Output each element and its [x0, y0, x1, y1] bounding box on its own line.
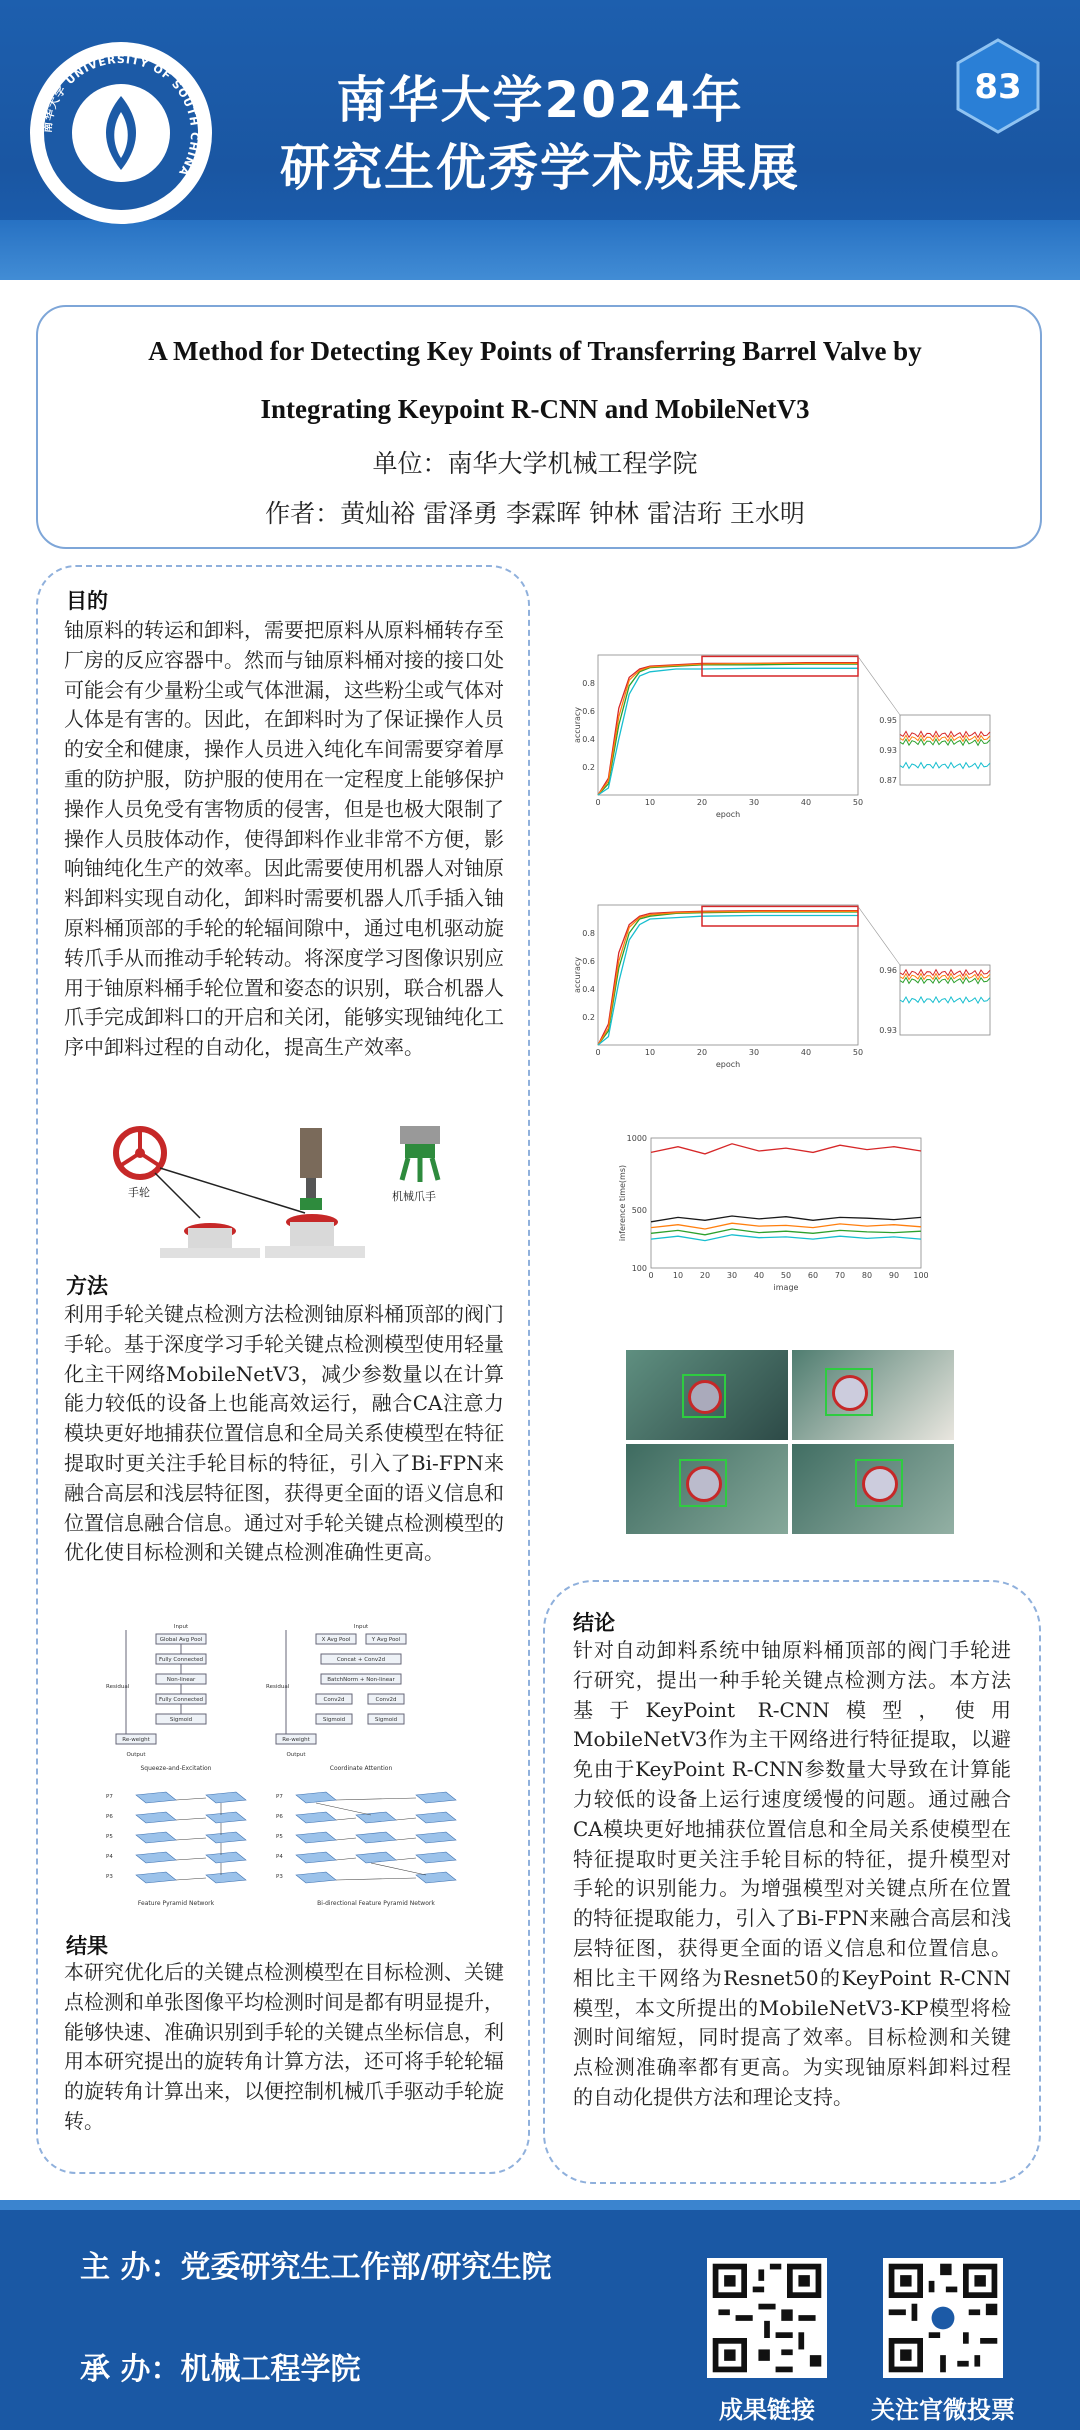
x-tick-label: 50: [852, 798, 864, 807]
x-tick-label: 10: [672, 1271, 684, 1280]
detection-image: [626, 1444, 788, 1534]
detection-image: [792, 1444, 954, 1534]
qr-code-icon: [707, 2258, 827, 2378]
paper-title-line-1: A Method for Detecting Key Points of Transferring Barrel Valve by: [148, 336, 922, 366]
ca-block-4: BatchNorm + Non-linear: [327, 1677, 395, 1683]
vote-label: 关注官微投票: [871, 2396, 1015, 2424]
device-diagram: [100, 1118, 480, 1258]
inset-frame: [900, 715, 990, 785]
x-tick-label: 60: [807, 1271, 819, 1280]
accuracy-chart-1: [570, 645, 1000, 825]
purpose-text: 铀原料的转运和卸料，需要把原料从原料桶转存至厂房的反应容器中。然而与铀原料桶对接的接口处可能会有少量粉尘或气体泄漏，这些粉尘或气体对人体是有害的。因此，在卸料时为了保证操作人员的安全和健康，操作人员进入纯化车间需要穿着厚重的防护服，防护服的使用在一定程度上能够保护操作人员免受有害物质的侵害，但是也极大限制了操作人员肢体动作，使得卸料作业非常不方便，影响铀纯化生产的效率。因此需要使用机器人对铀原料卸料实现自动化，卸料时需要机器人爪手插入铀原料桶顶部的手轮的轮辐间隙中，通过电机驱动旋转爪手从而推动手轮转动。将深度学习图像识别应用于铀原料桶手轮位置和姿态的识别，联合机器人爪手完成卸料口的开启和关闭，能够实现铀纯化工序中卸料过程的自动化，提高生产效率。: [64, 618, 504, 1060]
ca-residual-label: Residual: [266, 1684, 290, 1690]
x-tick-label: 100: [913, 1271, 929, 1280]
inset-tick-label: 0.87: [879, 776, 897, 785]
y-axis-label: inference time(ms): [618, 1164, 627, 1242]
x-tick-label: 30: [748, 798, 760, 807]
inset-connector: [858, 906, 900, 965]
y-tick-label: 0.6: [582, 707, 595, 716]
bounding-box-icon: [825, 1368, 873, 1416]
handwheel-label: 手轮: [128, 1186, 150, 1199]
se-block-1: Global Avg Pool: [159, 1637, 203, 1643]
ca-input-label: Input: [353, 1624, 369, 1630]
series-line-model-1: [598, 911, 858, 1045]
gripper-icon: [400, 1126, 440, 1182]
ca-output-label: Output: [286, 1752, 306, 1758]
x-tick-label: 0: [595, 1048, 601, 1057]
bifpn-level-p7: P7: [276, 1794, 283, 1800]
authors: 作者：黄灿裕 雷泽勇 李霖晖 钟林 雷洁珩 王水明: [265, 499, 805, 528]
y-tick-label: 1000: [626, 1134, 647, 1143]
bounding-box-icon: [679, 1459, 727, 1507]
vote-qr-code[interactable]: [883, 2258, 1003, 2378]
x-tick-label: 10: [644, 1048, 656, 1057]
inset-tick-label: 0.93: [879, 746, 897, 755]
series-line-model-2: [598, 664, 858, 795]
organizer: 承 办：机械工程学院: [80, 2352, 361, 2387]
series-line-model-2: [598, 912, 858, 1045]
x-tick-label: 20: [699, 1271, 711, 1280]
number-badge: [948, 36, 1048, 136]
x-tick-label: 70: [834, 1271, 846, 1280]
series-line-model-5: [651, 1235, 921, 1241]
x-tick-label: 20: [696, 1048, 708, 1057]
zoom-box: [702, 656, 858, 676]
x-tick-label: 40: [800, 1048, 812, 1057]
paper-title: [60, 322, 1010, 438]
series-line-model-3: [598, 663, 858, 795]
robot-arm-icon: [265, 1128, 365, 1258]
se-block-2: Fully Connected: [158, 1657, 204, 1663]
fpn-level-p7: P7: [106, 1794, 113, 1800]
inset-tick-label: 0.95: [879, 716, 897, 725]
y-tick-label: 0.2: [582, 763, 595, 772]
fpn-level-p6: P6: [106, 1814, 113, 1820]
x-tick-label: 20: [696, 798, 708, 807]
conclusion-heading: 结论: [573, 1611, 615, 1635]
ca-block-6: Conv2d: [375, 1697, 397, 1703]
bifpn-caption: Bi-directional Feature Pyramid Network: [317, 1900, 435, 1907]
bifpn-level-p4: P4: [276, 1854, 283, 1860]
ca-block-9: Re-weight: [282, 1737, 310, 1743]
inset-tick-label: 0.96: [879, 966, 897, 975]
footer-strip: [0, 2200, 1080, 2210]
y-tick-label: 0.4: [582, 735, 595, 744]
bifpn-diagram: [276, 1792, 456, 1907]
pointer-line: [155, 1173, 200, 1218]
barrel-valve-icon: [160, 1223, 260, 1258]
ca-block-1: X Avg Pool: [321, 1637, 351, 1643]
pointer-line: [160, 1168, 305, 1213]
bifpn-level-p5: P5: [276, 1834, 283, 1840]
header-wave: [0, 220, 1080, 280]
plot-frame: [651, 1138, 921, 1268]
y-tick-label: 0.6: [582, 957, 595, 966]
fpn-diagram: [106, 1792, 246, 1907]
series-line-model-3: [651, 1223, 921, 1229]
gripper-label: 机械爪手: [392, 1190, 436, 1203]
bifpn-level-p3: P3: [276, 1874, 283, 1880]
x-axis-label: epoch: [715, 1060, 741, 1069]
bounding-box-icon: [682, 1374, 726, 1418]
qr-code-icon: [883, 2258, 1003, 2378]
detection-results-grid: [626, 1350, 954, 1534]
x-tick-label: 40: [800, 798, 812, 807]
detection-image: [792, 1350, 954, 1440]
x-tick-label: 10: [644, 798, 656, 807]
logo-text-ring: [30, 42, 212, 224]
x-axis-label: image: [773, 1283, 799, 1292]
conclusion-text: 针对自动卸料系统中铀原料桶顶部的阀门手轮进行研究，提出一种手轮关键点检测方法。本方法基于KeyPoint R-CNN模型，使用MobileNetV3作为主干网络进行特征提取，以避免由于KeyPoint R-CNN参数量大导致在计算能力较低的设备上运行速度缓慢的问题。通过融合CA模块更好地捕获位置信息和全局关系使模型在特征提取时更关注手轮目标的特征，提升模型对手轮的识别能力。为增强模型对关键点所在位置的特征提取能力，引入了Bi-FPN来融合高层和浅层特征图，获得更全面的语义信息和位置信息。相比主干网络为Resnet50的KeyPoint R-CNN模型，本文所提出的MobileNetV3-KP模型将检测时间缩短，同时提高了效率。目标检测和关键点检测准确率都有更高。为实现铀原料卸料过程的自动化提供方法和理论支持。: [573, 1638, 1011, 2109]
ca-block-8: Sigmoid: [374, 1717, 398, 1723]
method-heading: 方法: [66, 1274, 108, 1298]
title-line-1: 南华大学2024年: [336, 71, 744, 129]
x-tick-label: 80: [861, 1271, 873, 1280]
results-link-label: 成果链接: [719, 2396, 815, 2424]
paper-title-line-2: Integrating Keypoint R-CNN and MobileNetV3: [260, 394, 810, 424]
y-tick-label: 500: [631, 1206, 647, 1216]
series-line-model-1: [598, 663, 858, 795]
se-input-label: Input: [173, 1624, 189, 1630]
affiliation: 单位：南华大学机械工程学院: [372, 449, 698, 478]
series-line-model-1: [651, 1144, 921, 1154]
series-line-model-4: [651, 1229, 921, 1235]
logo-ring-text: 南华大学 UNIVERSITY OF SOUTH CHINA: [40, 52, 202, 179]
x-tick-label: 30: [748, 1048, 760, 1057]
x-tick-label: 50: [780, 1271, 792, 1280]
inset-connector: [858, 656, 900, 715]
detection-image: [626, 1350, 788, 1440]
series-line-model-3: [598, 911, 858, 1045]
badge-number: 83: [974, 67, 1022, 107]
host-organization: 主 办：党委研究生工作部/研究生院: [80, 2250, 552, 2285]
y-tick-label: 0.2: [582, 1013, 595, 1022]
y-axis-label: accuracy: [573, 956, 582, 994]
ca-block-2: Y Avg Pool: [371, 1637, 401, 1643]
fpn-caption: Feature Pyramid Network: [137, 1900, 215, 1907]
inference-time-chart: [615, 1130, 930, 1295]
svg-text:南华大学 UNIVERSITY OF SOUTH CHINA: [40, 53, 201, 179]
se-block-3: Non-linear: [166, 1677, 196, 1683]
result-heading: 结果: [66, 1934, 108, 1958]
title-line-2: 研究生优秀学术成果展: [280, 139, 800, 197]
network-architecture-diagram: [96, 1620, 496, 1920]
series-line-model-2: [651, 1216, 921, 1222]
fpn-level-p4: P4: [106, 1854, 113, 1860]
fpn-level-p3: P3: [106, 1874, 113, 1880]
inset-tick-label: 0.93: [879, 1026, 897, 1035]
handwheel-icon: [116, 1129, 164, 1177]
x-tick-label: 0: [648, 1271, 654, 1280]
method-text: 利用手轮关键点检测方法检测铀原料桶顶部的阀门手轮。基于深度学习手轮关键点检测模型使用轻量化主干网络MobileNetV3，减少参数量以在计算能力较低的设备上也能高效运行，融合CA注意力模块更好地捕获位置信息和全局关系使模型在特征提取时更关注手轮目标的特征，引入了Bi-FPN来融合高层和浅层特征图，获得更全面的语义信息和位置信息融合信息。通过对手轮关键点检测模型的优化使目标检测和关键点检测准确性更高。: [64, 1302, 504, 1565]
se-residual-label: Residual: [106, 1684, 130, 1690]
y-axis-label: accuracy: [573, 706, 582, 744]
x-tick-label: 30: [726, 1271, 738, 1280]
y-tick-label: 0.8: [582, 929, 595, 938]
se-caption: Squeeze-and-Excitation: [140, 1765, 212, 1772]
fpn-level-p5: P5: [106, 1834, 113, 1840]
ca-block-7: Sigmoid: [322, 1717, 346, 1723]
poster-title: [230, 66, 850, 202]
y-tick-label: 0.8: [582, 679, 595, 688]
x-axis-label: epoch: [715, 810, 741, 819]
bifpn-level-p6: P6: [276, 1814, 283, 1820]
se-block-4: Fully Connected: [158, 1697, 204, 1703]
result-text: 本研究优化后的关键点检测模型在目标检测、关键点检测和单张图像平均检测时间是都有明显提升，能够快速、准确识别到手轮的关键点坐标信息，利用本研究提出的旋转角计算方法，还可将手轮轮辐的旋转角计算出来，以便控制机械爪手驱动手轮旋转。: [64, 1960, 504, 2133]
ca-caption: Coordinate Attention: [329, 1765, 393, 1772]
x-tick-label: 40: [753, 1271, 765, 1280]
x-tick-label: 50: [852, 1048, 864, 1057]
accuracy-chart-2: [570, 895, 1000, 1075]
hexagon-badge-icon: [948, 36, 1048, 136]
series-line-model-4: [598, 668, 858, 795]
series-line-model-4: [598, 916, 858, 1046]
purpose-heading: 目的: [66, 589, 108, 613]
se-output-label: Output: [126, 1752, 146, 1758]
se-block-5: Sigmoid: [169, 1717, 193, 1723]
bounding-box-icon: [855, 1459, 903, 1507]
se-block-6: Re-weight: [122, 1737, 150, 1743]
y-tick-label: 100: [631, 1264, 647, 1273]
ca-block-3: Concat + Conv2d: [336, 1657, 386, 1663]
ca-block-5: Conv2d: [323, 1697, 345, 1703]
results-link-qr-code[interactable]: [707, 2258, 827, 2378]
x-tick-label: 0: [595, 798, 601, 807]
x-tick-label: 90: [888, 1271, 900, 1280]
y-tick-label: 0.4: [582, 985, 595, 994]
